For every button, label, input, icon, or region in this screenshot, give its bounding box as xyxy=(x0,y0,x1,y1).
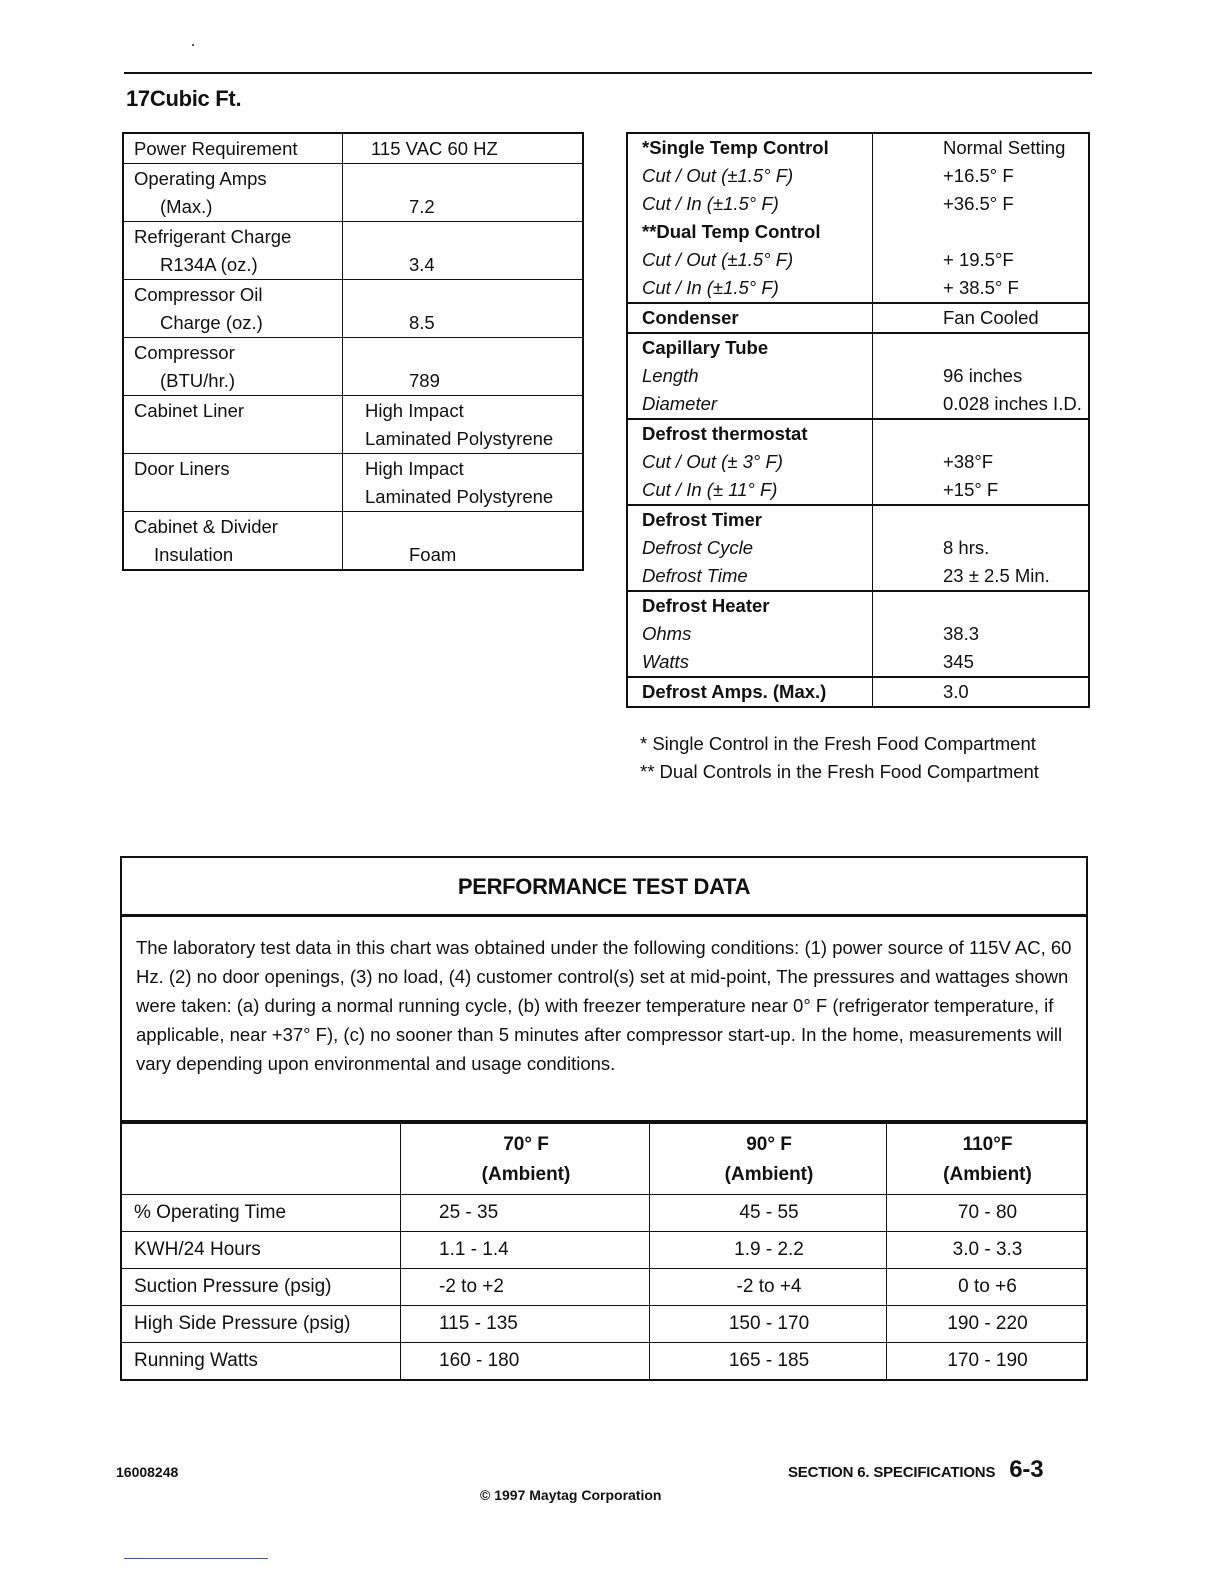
spec-value xyxy=(873,591,1090,620)
table-row xyxy=(121,1232,1087,1269)
table-row xyxy=(627,274,1089,303)
header-cell-90: 90° F (Ambient) xyxy=(650,1121,887,1195)
table-row xyxy=(627,303,1089,333)
cell-90: 150 - 170 xyxy=(650,1306,887,1343)
table-row xyxy=(627,562,1089,591)
table-row xyxy=(121,1269,1087,1306)
spec-label: Defrost Heater xyxy=(627,591,873,620)
table-row xyxy=(121,1306,1087,1343)
spec-value: High Impact Laminated Polystyrene xyxy=(343,454,584,512)
table-row xyxy=(627,648,1089,677)
spec-value: 7.2 xyxy=(343,164,584,222)
table-row xyxy=(627,133,1089,162)
top-rule xyxy=(124,72,1092,74)
spec-label: Cut / In (±1.5° F) xyxy=(627,274,873,303)
table-row xyxy=(627,620,1089,648)
table-row xyxy=(627,591,1089,620)
spec-value: +15° F xyxy=(873,476,1090,505)
performance-table xyxy=(120,1120,1088,1381)
performance-title: PERFORMANCE TEST DATA xyxy=(122,858,1086,917)
bottom-rule xyxy=(124,1558,268,1559)
footnotes xyxy=(640,730,1039,786)
spec-label: Ohms xyxy=(627,620,873,648)
spec-label: Defrost Cycle xyxy=(627,534,873,562)
cell-70: 160 - 180 xyxy=(401,1343,650,1381)
table-row xyxy=(627,505,1089,534)
spec-value xyxy=(873,505,1090,534)
table-row xyxy=(627,419,1089,448)
row-label: % Operating Time xyxy=(121,1195,401,1232)
table-row xyxy=(123,454,583,512)
scan-speck xyxy=(192,44,194,46)
cell-90: 165 - 185 xyxy=(650,1343,887,1381)
spec-value: 0.028 inches I.D. xyxy=(873,390,1090,419)
cell-70: -2 to +2 xyxy=(401,1269,650,1306)
table-row xyxy=(627,218,1089,246)
table-row xyxy=(123,396,583,454)
spec-value xyxy=(873,218,1090,246)
spec-value: +36.5° F xyxy=(873,190,1090,218)
cell-70: 25 - 35 xyxy=(401,1195,650,1232)
spec-label: Cabinet & Divider Insulation xyxy=(123,512,343,571)
cell-110: 0 to +6 xyxy=(887,1269,1088,1306)
spec-value xyxy=(873,333,1090,362)
spec-value: +38°F xyxy=(873,448,1090,476)
spec-label: Compressor (BTU/hr.) xyxy=(123,338,343,396)
spec-value xyxy=(873,419,1090,448)
spec-label: Condenser xyxy=(627,303,873,333)
table-header-row xyxy=(121,1121,1087,1195)
spec-label: Refrigerant Charge R134A (oz.) xyxy=(123,222,343,280)
table-row xyxy=(627,246,1089,274)
table-row xyxy=(123,222,583,280)
row-label: KWH/24 Hours xyxy=(121,1232,401,1269)
cell-90: 1.9 - 2.2 xyxy=(650,1232,887,1269)
row-label: High Side Pressure (psig) xyxy=(121,1306,401,1343)
spec-label: Defrost Time xyxy=(627,562,873,591)
spec-label: **Dual Temp Control xyxy=(627,218,873,246)
spec-label: Defrost thermostat xyxy=(627,419,873,448)
table-row xyxy=(627,534,1089,562)
spec-value: 8 hrs. xyxy=(873,534,1090,562)
spec-label: Defrost Amps. (Max.) xyxy=(627,677,873,707)
row-label: Running Watts xyxy=(121,1343,401,1381)
left-spec-table xyxy=(122,132,584,571)
document-number: 16008248 xyxy=(116,1464,179,1480)
spec-label: Cut / In (± 11° F) xyxy=(627,476,873,505)
spec-label: Operating Amps (Max.) xyxy=(123,164,343,222)
page-heading: 17Cubic Ft. xyxy=(126,86,242,111)
spec-label: Cut / In (±1.5° F) xyxy=(627,190,873,218)
spec-label: *Single Temp Control xyxy=(627,133,873,162)
right-spec-table xyxy=(626,132,1090,708)
table-row xyxy=(627,190,1089,218)
spec-value: +16.5° F xyxy=(873,162,1090,190)
table-row xyxy=(121,1343,1087,1381)
spec-label: Compressor Oil Charge (oz.) xyxy=(123,280,343,338)
footnote-single: * Single Control in the Fresh Food Compartment xyxy=(640,733,1036,754)
spec-value: 23 ± 2.5 Min. xyxy=(873,562,1090,591)
copyright: © 1997 Maytag Corporation xyxy=(480,1487,662,1503)
spec-label: Cut / Out (±1.5° F) xyxy=(627,246,873,274)
spec-value: Fan Cooled xyxy=(873,303,1090,333)
spec-label: Diameter xyxy=(627,390,873,419)
spec-value: 345 xyxy=(873,648,1090,677)
spec-label: Cabinet Liner xyxy=(123,396,343,454)
spec-value: 789 xyxy=(343,338,584,396)
spec-value: 96 inches xyxy=(873,362,1090,390)
spec-label: Cut / Out (± 3° F) xyxy=(627,448,873,476)
spec-label: Watts xyxy=(627,648,873,677)
table-row xyxy=(627,677,1089,707)
cell-90: 45 - 55 xyxy=(650,1195,887,1232)
spec-value: Normal Setting xyxy=(873,133,1090,162)
cell-110: 70 - 80 xyxy=(887,1195,1088,1232)
table-row xyxy=(627,162,1089,190)
table-row xyxy=(627,448,1089,476)
table-row xyxy=(627,476,1089,505)
spec-label: Capillary Tube xyxy=(627,333,873,362)
row-label: Suction Pressure (psig) xyxy=(121,1269,401,1306)
cell-110: 170 - 190 xyxy=(887,1343,1088,1381)
spec-value: 3.0 xyxy=(873,677,1090,707)
cell-110: 3.0 - 3.3 xyxy=(887,1232,1088,1269)
header-cell-70: 70° F (Ambient) xyxy=(401,1121,650,1195)
performance-box xyxy=(120,856,1088,1124)
spec-value: 3.4 xyxy=(343,222,584,280)
section-title: SECTION 6. SPECIFICATIONS xyxy=(788,1464,996,1481)
spec-label: Defrost Timer xyxy=(627,505,873,534)
cell-70: 115 - 135 xyxy=(401,1306,650,1343)
spec-value: + 38.5° F xyxy=(873,274,1090,303)
table-row xyxy=(123,164,583,222)
spec-value: High Impact Laminated Polystyrene xyxy=(343,396,584,454)
header-cell-110: 110°F (Ambient) xyxy=(887,1121,1088,1195)
spec-value: Foam xyxy=(343,512,584,571)
table-row xyxy=(627,333,1089,362)
spec-value: + 19.5°F xyxy=(873,246,1090,274)
cell-70: 1.1 - 1.4 xyxy=(401,1232,650,1269)
table-row xyxy=(123,338,583,396)
cell-110: 190 - 220 xyxy=(887,1306,1088,1343)
table-row xyxy=(123,280,583,338)
table-row xyxy=(627,390,1089,419)
table-row xyxy=(627,362,1089,390)
header-cell-empty xyxy=(121,1121,401,1195)
table-row xyxy=(121,1195,1087,1232)
page-number: 6-3 xyxy=(1009,1456,1044,1483)
spec-label: Door Liners xyxy=(123,454,343,512)
spec-label: Length xyxy=(627,362,873,390)
cell-90: -2 to +4 xyxy=(650,1269,887,1306)
spec-label: Cut / Out (±1.5° F) xyxy=(627,162,873,190)
spec-label: Power Requirement xyxy=(123,133,343,164)
spec-value: 8.5 xyxy=(343,280,584,338)
table-row xyxy=(123,512,583,571)
performance-description: The laboratory test data in this chart was obtained under the following conditions: (1) power source of 115V AC, 60 Hz. (2) no door openings, (3) no load, (4) customer control(s) set at mid-point, The pressures and wattages shown were taken: (a) during a normal running cycle, (b) with freezer temperature near 0° F (refrigerator temperature, if applicable, near +37° F), (c) no sooner than 5 minutes after compressor start-up. In the home, measurements will vary depending upon environmental and usage conditions. xyxy=(136,937,1072,1074)
spec-value: 115 VAC 60 HZ xyxy=(343,133,584,164)
spec-value: 38.3 xyxy=(873,620,1090,648)
table-row xyxy=(123,133,583,164)
section-label xyxy=(788,1456,1043,1484)
footnote-dual: ** Dual Controls in the Fresh Food Compartment xyxy=(640,761,1039,782)
